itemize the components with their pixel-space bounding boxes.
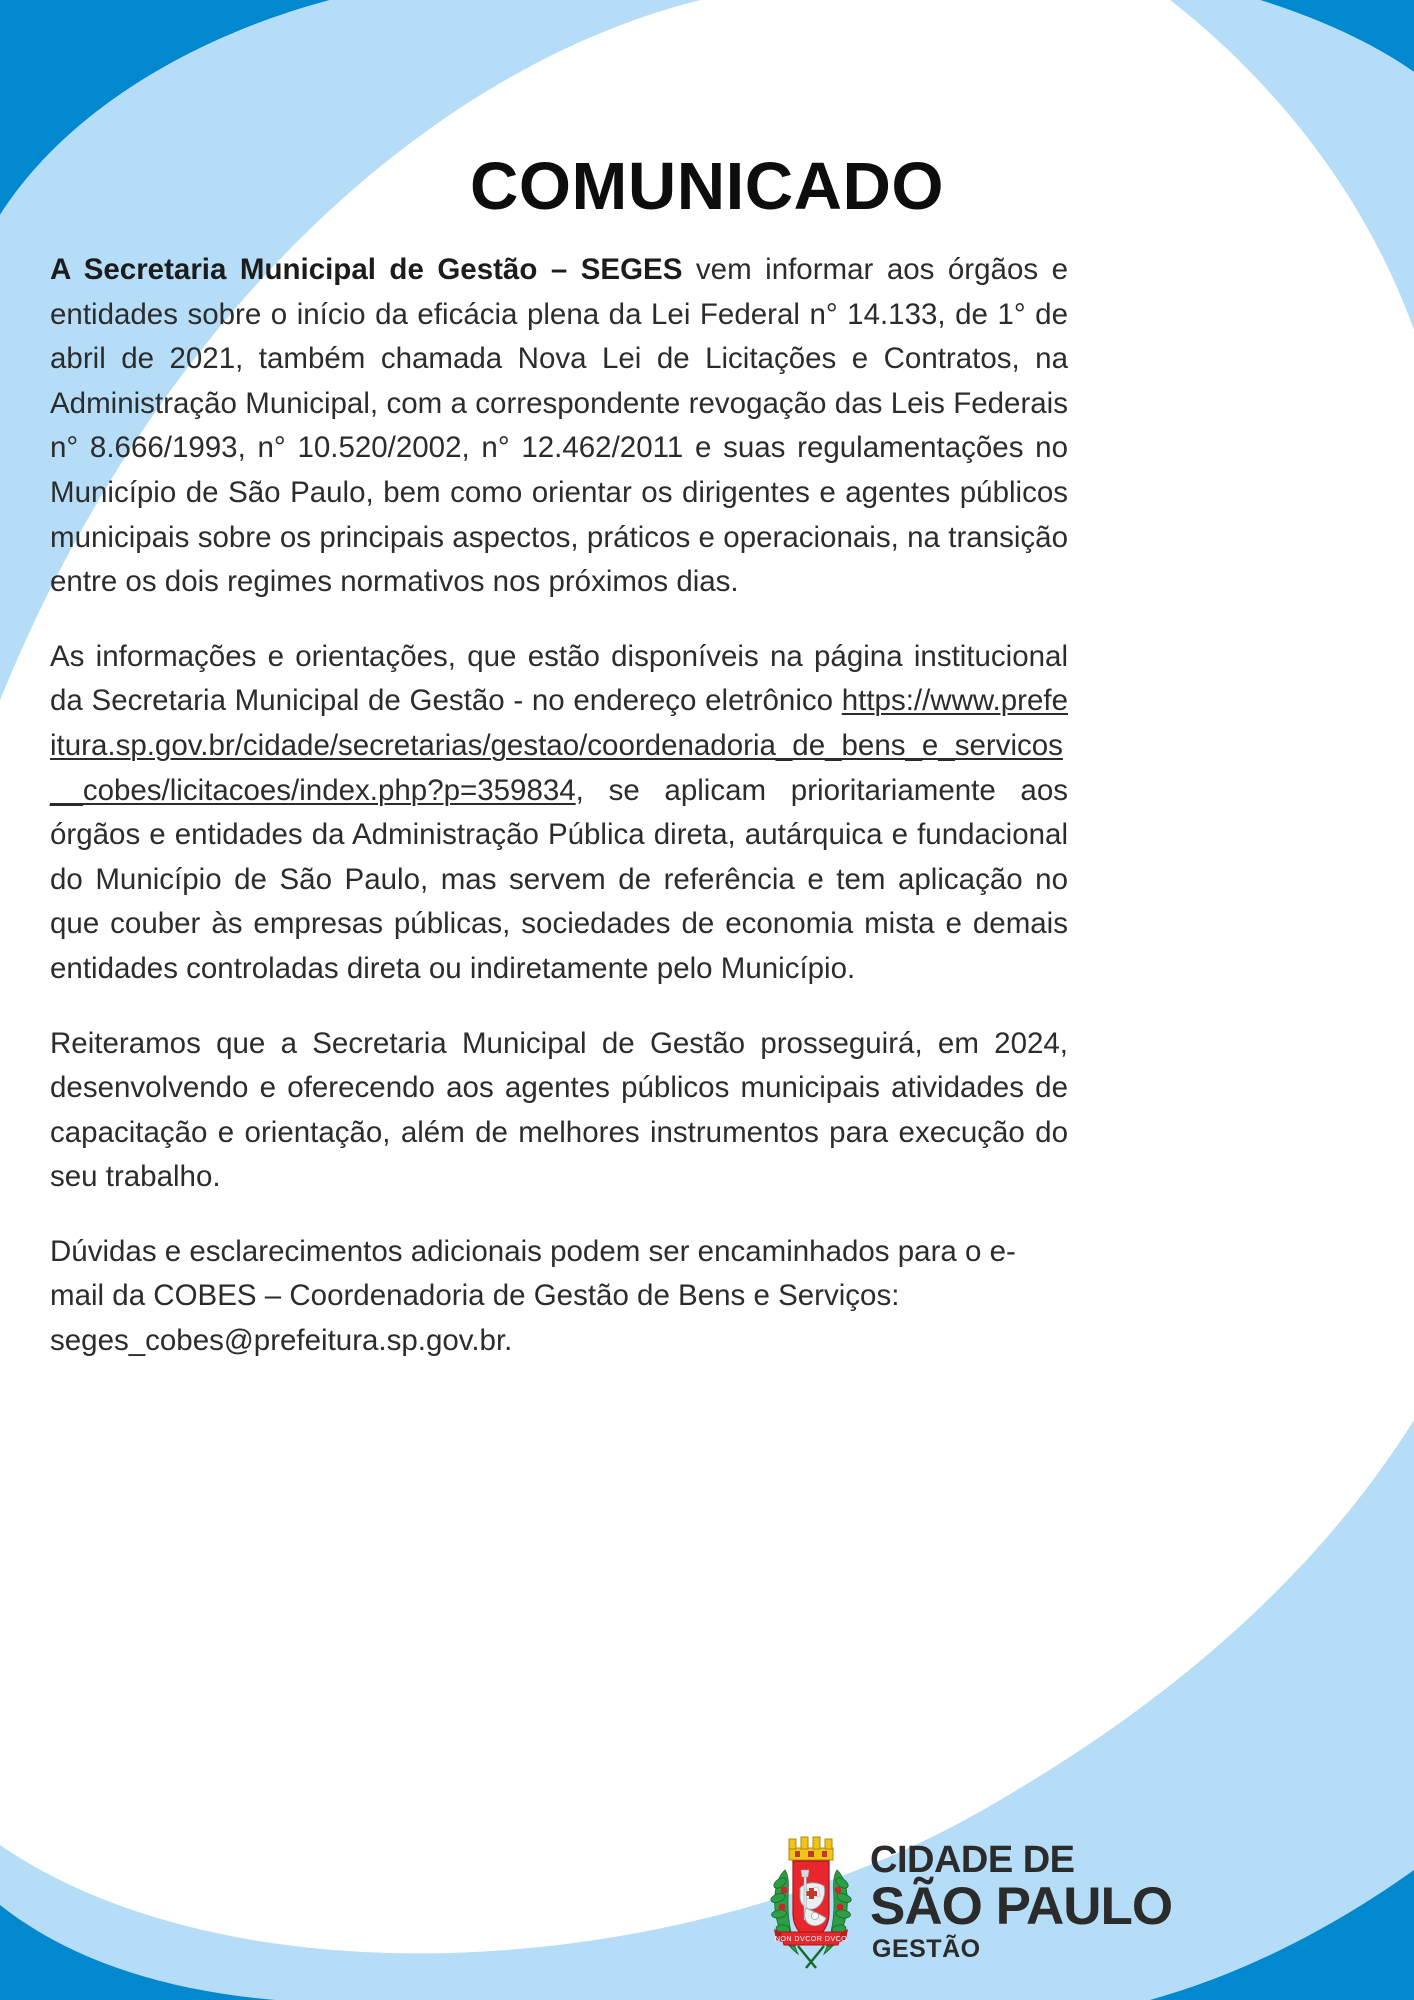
document-body	[50, 248, 1068, 1364]
paragraph-1-bold-lead: A Secretaria Municipal de Gestão – SEGES	[50, 253, 683, 286]
sao-paulo-coat-of-arms-icon	[768, 1828, 854, 1976]
paragraph-3: Reiteramos que a Secretaria Municipal de Gestão prosseguirá, em 2024, desenvolvendo e oferecendo aos agentes públicos municipais atividades de capacitação e orientação, além de melhores instrumentos para execução do seu trabalho.	[50, 1026, 1068, 1194]
page-title: COMUNICADO	[470, 148, 944, 224]
paragraph-2-text-after-link: , se aplicam prioritariamente aos órgãos e entidades da Administração Pública direta, autárquica e fundacional do Município de São Paulo, mas servem de referência e tem aplicação no que couber às empresas públicas, sociedades de economia mista e demais entidades controladas direta ou indiretamente pelo Município.	[50, 773, 1068, 985]
logo-line-sao-paulo: SÃO PAULO	[870, 1877, 1173, 1936]
cobes-licitacoes-link[interactable]: https://www.prefeitura.sp.gov.br/cidade/secretarias/gestao/coordenadoria_de_bens_e_servicos__cobes/licitacoes/index.php?p=359834	[50, 684, 1068, 807]
paragraph-2-text-before-link: As informações e orientações, que estão disponíveis na página institucional da Secretaria Municipal de Gestão - no endereço eletrônico	[50, 639, 1068, 718]
cidade-de-sao-paulo-logo	[768, 1828, 1172, 1976]
logo-wordmark	[870, 1840, 1172, 1964]
logo-line-gestao: GESTÃO	[872, 1935, 981, 1963]
paragraph-1-text: vem informar aos órgãos e entidades sobre o início da eficácia plena da Lei Federal n° 14.133, de 1° de abril de 2021, também chamada Nova Lei de Licitações e Contratos, na Administração Municipal, com a correspondente revogação das Leis Federais n° 8.666/1993, n° 10.520/2002, n° 12.462/2011 e suas regulamentações no Município de São Paulo, bem como orientar os dirigentes e agentes públicos municipais sobre os principais aspectos, práticos e operacionais, na transição entre os dois regimes normativos nos próximos dias.	[50, 253, 1068, 599]
logo-line-cidade-de: CIDADE DE	[870, 1839, 1075, 1881]
paragraph-4: Dúvidas e esclarecimentos adicionais podem ser encaminhados para o e-mail da COBES – Coordenadoria de Gestão de Bens e Serviços: seges_cobes@prefeitura.sp.gov.br.	[50, 1234, 1016, 1358]
crown	[789, 1837, 833, 1860]
paragraph-2	[50, 635, 1068, 992]
crest-motto-text: NON DVCOR DVCO	[774, 1934, 848, 1943]
paragraph-1	[50, 248, 1068, 605]
